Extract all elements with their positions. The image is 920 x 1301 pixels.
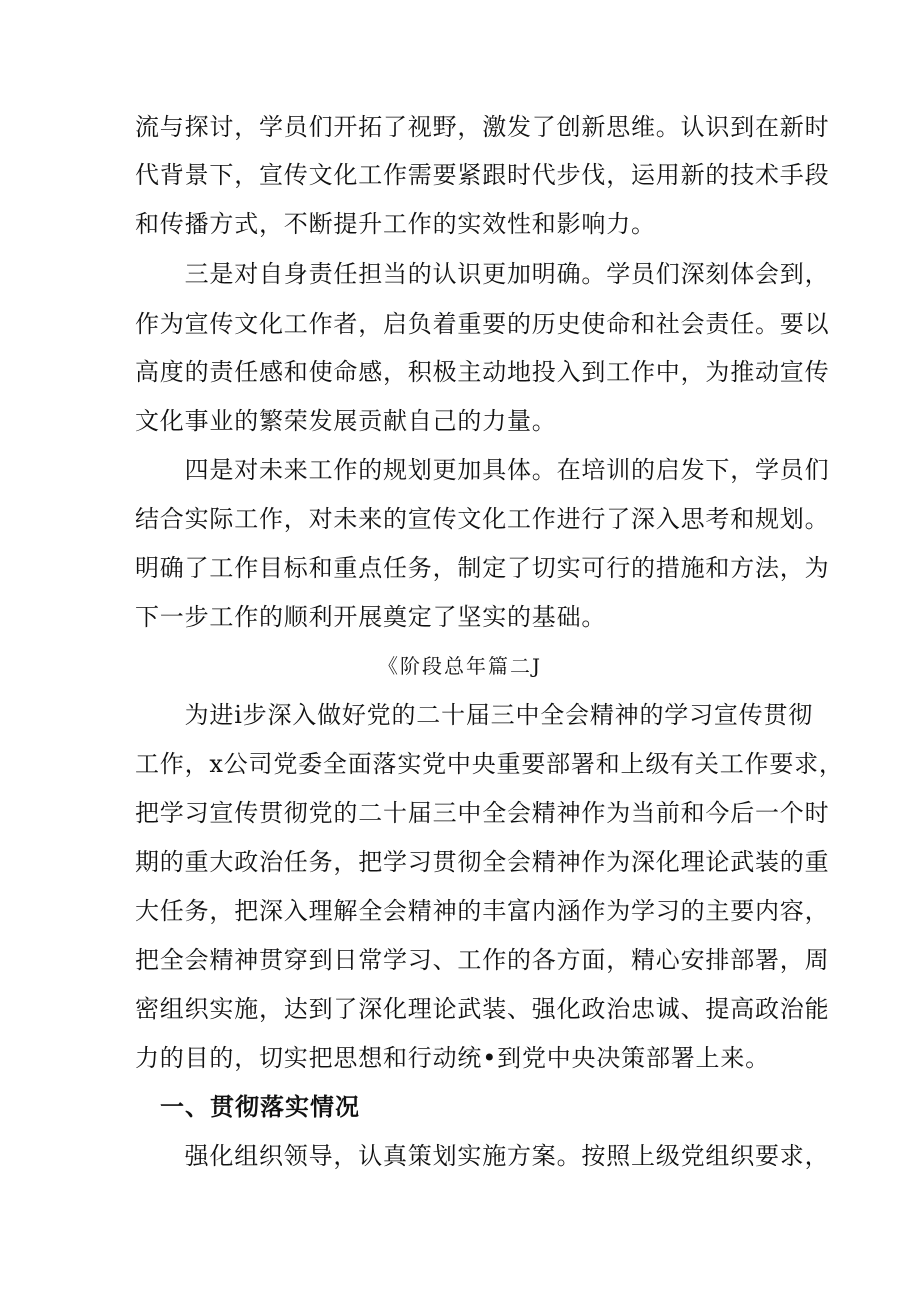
paragraph-line: 下一步工作的顺利开展奠定了坚实的基础。: [135, 603, 607, 631]
paragraph-line: 大任务，把深入理解全会精神的丰富内涵作为学习的主要内容，: [135, 897, 830, 925]
paragraph-line: 工作，x公司党委全面落实党中央重要部署和上级有关工作要求，: [135, 750, 844, 778]
paragraph-line: 强化组织领导，认真策划实施方案。按照上级党组织要求，: [135, 1142, 830, 1170]
paragraph-line: 和传播方式，不断提升工作的实效性和影响力。: [135, 210, 656, 238]
paragraph-line: 代背景下，宣传文化工作需要紧跟时代步伐，运用新的技术手段: [135, 161, 830, 189]
paragraph-line: 力的目的，切实把思想和行动统•到党中央决策部署上来。: [135, 1044, 770, 1072]
paragraph-line: 三是对自身责任担当的认识更加明确。学员们深刻体会到，: [135, 260, 830, 288]
paragraph-line: 为进i步深入做好党的二十届三中全会精神的学习宣传贯彻: [135, 701, 814, 729]
paragraph-line: 把全会精神贯穿到日常学习、工作的各方面，精心安排部署，周: [135, 946, 830, 974]
paragraph-line: 把学习宣传贯彻党的二十届三中全会精神作为当前和今后一个时: [135, 799, 830, 827]
section-heading: 一、贯彻落实情况: [135, 1093, 360, 1121]
section-title: 《阶段总年篇二J: [377, 654, 543, 678]
paragraph-line: 期的重大政治任务，把学习贯彻全会精神作为深化理论武装的重: [135, 848, 830, 876]
paragraph-line: 文化事业的繁荣发展贡献自己的力量。: [135, 407, 557, 435]
paragraph-line: 结合实际工作，对未来的宣传文化工作进行了深入思考和规划。: [135, 505, 830, 533]
paragraph-line: 明确了工作目标和重点任务，制定了切实可行的措施和方法，为: [135, 554, 830, 582]
paragraph-line: 流与探讨，学员们开拓了视野，激发了创新思维。认识到在新时: [135, 113, 830, 141]
paragraph-line: 作为宣传文化工作者，启负着重要的历史使命和社会责任。要以: [135, 310, 830, 338]
paragraph-line: 四是对未来工作的规划更加具体。在培训的启发下，学员们: [135, 456, 830, 484]
paragraph-line: 高度的责任感和使命感，积极主动地投入到工作中，为推动宣传: [135, 358, 830, 386]
paragraph-line: 密组织实施，达到了深化理论武装、强化政治忠诚、提高政治能: [135, 995, 830, 1023]
